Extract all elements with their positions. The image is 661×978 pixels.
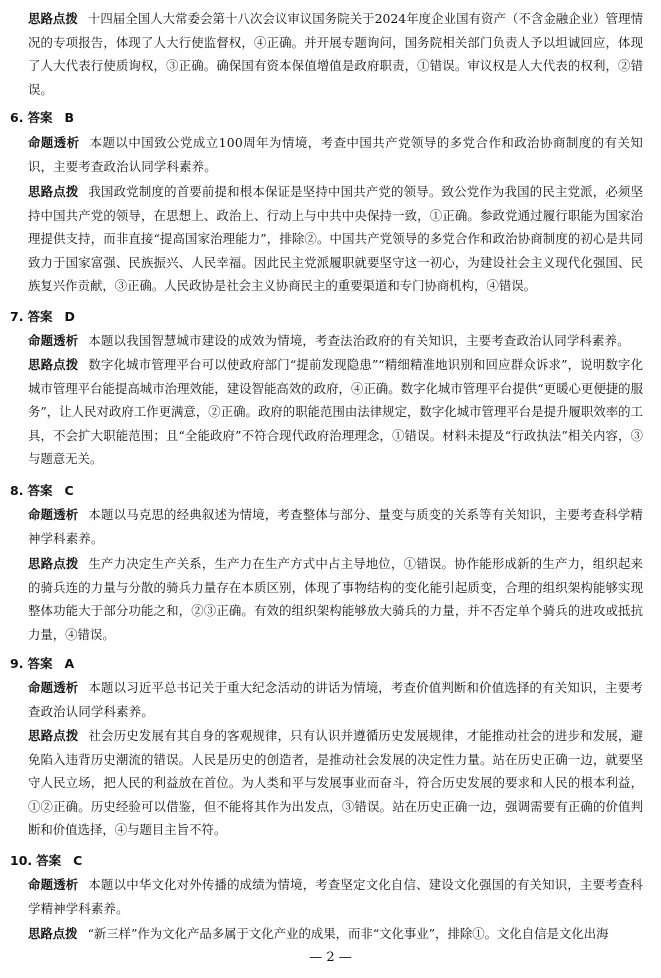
guide-label: 思路点拨 — [28, 926, 78, 941]
q6-answer-letter: B — [64, 110, 74, 125]
q8-guide-text: 生产力决定生产关系，生产力在生产方式中占主导地位，①错误。协作能形成新的生产力，组织起来的骑兵连的力量与分散的骑兵力量存在本质区别，体现了事物结构的变化能引起质变，合理的组织架构能够实现整体功能大于部分功能之和，②③正确。有效的组织架构能够放大骑兵的力量，并不否定单个骑兵的进攻或抵抗力量，④错误。 — [28, 556, 644, 642]
answer-label: 答案 — [27, 309, 53, 324]
q6-analysis — [28, 131, 643, 178]
q9-guide-text: 社会历史发展有其自身的客观规律，只有认识并遵循历史发展规律，才能推动社会的进步和发展，避免陷入违背历史潮流的错误。人民是历史的创造者，是推动社会发展的决定性力量。站在历史正确一边，就要坚守人民立场，把人民的利益放在首位。为人类和平与发展事业而奋斗，符合历史发展的要求和人民的根本利益，①②正确。历史经验可以借鉴，但不能将其作为出发点，③错误。站在历史正确一边，强调需要有正确的价值判断和价值选择，④与题目主旨不符。 — [28, 728, 644, 838]
q8-number: 8. — [10, 483, 24, 498]
q6-number: 6. — [10, 110, 24, 125]
page-number: — 2 — — [309, 950, 352, 965]
q9-number: 9. — [10, 656, 24, 671]
q9-guide — [28, 724, 643, 842]
q6-guide — [28, 180, 643, 298]
q7-guide — [28, 353, 643, 471]
q10-answer — [10, 851, 82, 871]
q8-answer-letter: C — [64, 483, 74, 498]
guide-label: 思路点拨 — [28, 184, 79, 199]
q8-guide — [28, 552, 643, 646]
answer-label: 答案 — [27, 110, 53, 125]
q5-guide-text: 十四届全国人大常委会第十八次会议审议国务院关于2024年度企业国有资产（不含金融企业）管理情况的专项报告，体现了人大行使监督权，④正确。并开展专题询问，国务院相关部门负责人予以坦诚回应，体现了人大代表行使质询权，③正确。确保国有资本保值增值是政府职责，①错误。审议权是人大代表的权利，②错误。 — [28, 11, 643, 97]
q9-answer — [10, 654, 74, 674]
analysis-label: 命题透析 — [28, 877, 79, 892]
answer-label: 答案 — [27, 483, 53, 498]
guide-label: 思路点拨 — [28, 357, 79, 372]
q6-answer — [10, 108, 74, 128]
q8-answer — [10, 481, 74, 501]
q5-guide — [28, 7, 643, 101]
analysis-label: 命题透析 — [28, 507, 79, 522]
q10-answer-letter: C — [73, 853, 83, 868]
q7-guide-text: 数字化城市管理平台可以使政府部门“提前发现隐患”“精细精准地识别和回应群众诉求”，说明数字化城市管理平台能提高城市治理效能，建设智能高效的政府，④正确。数字化城市管理平台提供“更暖心更便捷的服务”，让人民对政府工作更满意，②正确。政府的职能范围由法律规定，数字化城市管理平台是提升履职效率的工具，不会扩大职能范围；且“全能政府”不符合现代政府治理理念，①错误。材料未提及“行政执法”相关内容，③与题意无关。 — [28, 357, 643, 467]
guide-label: 思路点拨 — [28, 728, 79, 743]
q6-guide-text: 我国政党制度的首要前提和根本保证是坚持中国共产党的领导。致公党作为我国的民主党派，必须坚持中国共产党的领导，在思想上、政治上、行动上与中共中央保持一致，①正确。参政党通过履行职能为国家治理提供支持，而非直接“提高国家治理能力”，排除②。中国共产党领导的多党合作和政治协商制度的初心是共同致力于国家富强、民族振兴、人民幸福。因此民主党派履职就要坚守这一初心，为建设社会主义现代化强国、民族复兴作贡献，③正确。人民政协是社会主义协商民主的重要渠道和专门协商机构，④错误。 — [28, 184, 644, 294]
answer-label: 答案 — [27, 656, 53, 671]
q7-number: 7. — [10, 309, 24, 324]
q10-guide — [28, 922, 643, 946]
q10-analysis — [28, 873, 643, 920]
q7-answer — [10, 307, 75, 327]
q10-guide-text: “新三样”作为文化产品多属于文化产业的成果，而非“文化事业”，排除①。文化自信是文化出海 — [87, 926, 609, 941]
q9-analysis-text: 本题以习近平总书记关于重大纪念活动的讲话为情境，考查价值判断和价值选择的有关知识，主要考查政治认同学科素养。 — [28, 680, 643, 719]
q8-analysis — [28, 503, 643, 550]
guide-label: 思路点拨 — [28, 11, 78, 26]
analysis-label: 命题透析 — [28, 333, 79, 348]
q6-analysis-text: 本题以中国致公党成立100周年为情境，考查中国共产党领导的多党合作和政治协商制度的有关知识，主要考查政治认同学科素养。 — [28, 135, 643, 174]
q7-analysis — [28, 329, 643, 353]
q10-analysis-text: 本题以中华文化对外传播的成绩为情境，考查坚定文化自信、建设文化强国的有关知识，主要考查科学精神学科素养。 — [28, 877, 643, 916]
q8-analysis-text: 本题以马克思的经典叙述为情境，考查整体与部分、量变与质变的关系等有关知识，主要考查科学精神学科素养。 — [28, 507, 643, 546]
answer-label: 答案 — [36, 853, 62, 868]
analysis-label: 命题透析 — [28, 680, 79, 695]
analysis-label: 命题透析 — [28, 135, 80, 150]
q9-analysis — [28, 676, 643, 723]
q9-answer-letter: A — [64, 656, 75, 671]
q7-analysis-text: 本题以我国智慧城市建设的成效为情境，考查法治政府的有关知识，主要考查政治认同学科素养。 — [88, 333, 630, 348]
guide-label: 思路点拨 — [28, 556, 79, 571]
q7-answer-letter: D — [64, 309, 75, 324]
q10-number: 10. — [10, 853, 33, 868]
